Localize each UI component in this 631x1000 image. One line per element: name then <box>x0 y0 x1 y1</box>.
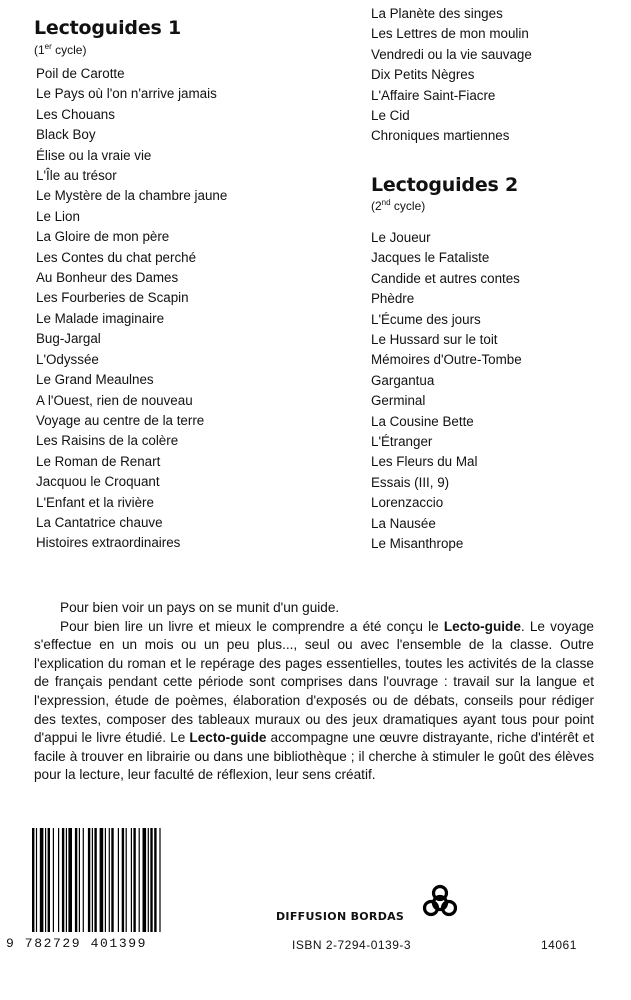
book-title: Phèdre <box>371 291 415 307</box>
book-title: Les Lettres de mon moulin <box>371 26 529 42</box>
book-title: Le Misanthrope <box>371 536 464 552</box>
series1-title: Lectoguides 1 <box>34 17 182 39</box>
book-title: La Cousine Bette <box>371 413 474 429</box>
book-title: A l'Ouest, rien de nouveau <box>36 392 193 408</box>
book-title: Le Roman de Renart <box>36 453 161 469</box>
book-title: Chroniques martiennes <box>371 128 510 144</box>
book-title: Germinal <box>371 393 426 409</box>
book-title: Le Malade imaginaire <box>36 310 165 326</box>
description-text <box>34 599 594 785</box>
book-title: La Planète des singes <box>371 6 503 21</box>
book-title: La Nausée <box>371 515 436 531</box>
book-title: Mémoires d'Outre-Tombe <box>371 352 522 368</box>
book-title: Dix Petits Nègres <box>371 67 475 83</box>
description-paragraph-1: Pour bien voir un pays on se munit d'un guide. <box>60 600 340 615</box>
book-title: L'Affaire Saint-Fiacre <box>371 87 496 103</box>
book-title: Bug-Jargal <box>36 331 101 347</box>
book-title: L'Étranger <box>371 434 433 450</box>
book-title: L'Écume des jours <box>371 311 481 327</box>
book-title: Élise ou la vraie vie <box>36 147 152 163</box>
book-title: Candide et autres contes <box>371 270 520 286</box>
book-title: La Cantatrice chauve <box>36 514 163 530</box>
book-title: Le Hussard sur le toit <box>371 332 498 348</box>
book-title: Les Fourberies de Scapin <box>36 290 189 306</box>
series2-cycle: (2nd cycle) <box>371 198 426 213</box>
book-title: Black Boy <box>36 127 96 143</box>
book-title: Le Joueur <box>371 230 431 245</box>
barcode-number: 9 782729 401399 <box>6 936 148 951</box>
book-title: Les Contes du chat perché <box>36 249 197 265</box>
series2-title: Lectoguides 2 <box>371 174 519 196</box>
book-title: Le Lion <box>36 208 80 224</box>
book-title: Le Pays où l'on n'arrive jamais <box>36 86 217 102</box>
book-title: Histoires extraordinaires <box>36 535 181 551</box>
isbn: ISBN 2-7294-0139-3 <box>292 938 412 952</box>
book-title: La Gloire de mon père <box>36 229 170 245</box>
book-title: L'Île au trésor <box>36 168 117 184</box>
book-title: Lorenzaccio <box>371 495 444 511</box>
book-title: Jacques le Fataliste <box>371 250 490 266</box>
book-title: Essais (III, 9) <box>371 474 450 490</box>
publisher-name: DIFFUSION BORDAS <box>276 910 405 923</box>
book-title: Les Chouans <box>36 106 115 122</box>
lectoguide-emphasis: Lecto-guide <box>189 730 267 746</box>
book-title: L'Enfant et la rivière <box>36 494 154 510</box>
book-title: Au Bonheur des Dames <box>36 270 179 286</box>
bordas-logo-icon <box>420 883 460 921</box>
book-title: Le Grand Meaulnes <box>36 372 154 388</box>
description-paragraph-2: Pour bien lire un livre et mieux le comprendre a été conçu le Lecto-guide. Le voyage s'effectue en un mois ou un peu plus..., seul ou avec l'ensemble de la classe. Outre l'explication du roman et le repérage des pages essentielles, toutes les activités de la classe de français pendant cette période sont comprises dans l'ouvrage : travail sur la langue et l'expression, étude de poèmes, élaboration d'exposés ou de débats, conseils pour rédiger des textes, composer des tableaux muraux ou des jeux dramatiques ayant tous pour point d'appui le livre étudié. Le Lecto-guide accompagne une œuvre distrayante, riche d'intérêt et facile à trouver en librairie ou dans une bibliothèque ; il cherche à stimuler le goût des élèves pour la lecture, leur faculté de réflexion, leur sens créatif. <box>34 618 594 783</box>
book-title: L'Odyssée <box>36 351 99 367</box>
book-title: Gargantua <box>371 372 435 388</box>
barcode <box>28 828 198 936</box>
book-title: Poil de Carotte <box>36 66 125 81</box>
book-title: Voyage au centre de la terre <box>36 412 205 428</box>
series1-list-continued <box>371 4 532 147</box>
book-title: Les Raisins de la colère <box>36 433 179 449</box>
book-title: Jacquou le Croquant <box>36 474 160 490</box>
series1-cycle: (1er cycle) <box>34 42 87 57</box>
catalog-code: 14061 <box>541 938 577 952</box>
series2-list <box>371 228 522 555</box>
book-title: Les Fleurs du Mal <box>371 454 478 470</box>
book-title: Le Cid <box>371 108 410 124</box>
lectoguide-emphasis: Lecto-guide <box>443 618 521 634</box>
series1-list <box>36 64 227 554</box>
book-title: Vendredi ou la vie sauvage <box>371 46 532 62</box>
book-title: Le Mystère de la chambre jaune <box>36 188 228 204</box>
